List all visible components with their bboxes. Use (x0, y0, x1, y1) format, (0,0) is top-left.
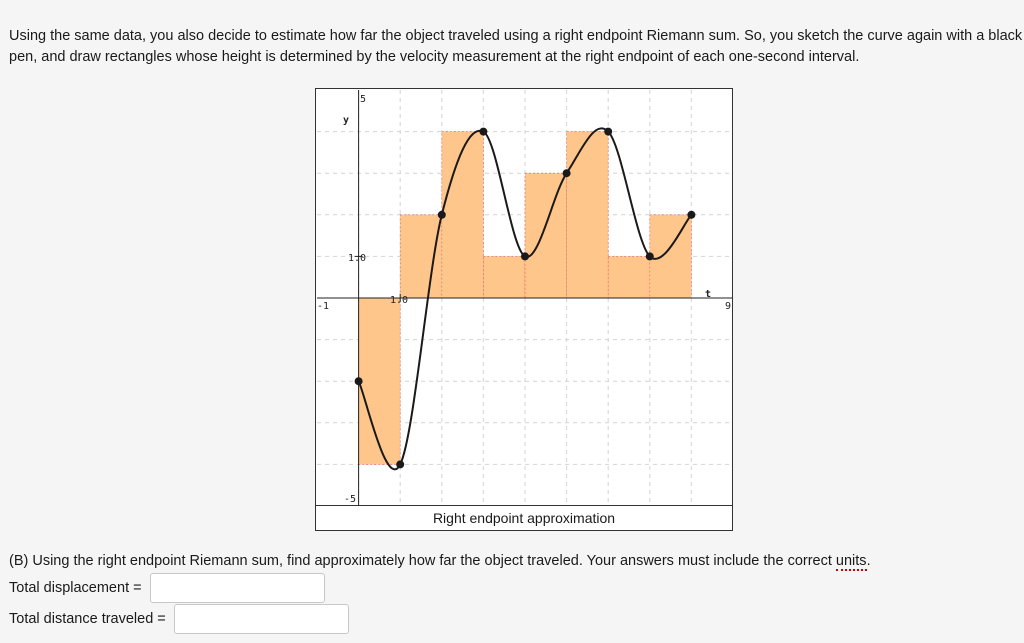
riemann-sum-graph (317, 90, 733, 506)
units-help-link[interactable]: units (835, 553, 867, 569)
riemann-rectangle-1 (359, 298, 401, 464)
distance-row (9, 604, 349, 634)
y-axis-label: y (343, 115, 350, 126)
displacement-row (9, 573, 325, 603)
distance-input[interactable] (174, 604, 349, 634)
measurement-point-7 (604, 128, 612, 136)
x-axis-label: t (705, 289, 712, 300)
x-min-tick-label: -1 (317, 301, 330, 312)
riemann-figure (315, 88, 733, 531)
measurement-point-3 (438, 211, 446, 219)
displacement-input[interactable] (150, 573, 325, 603)
y-max-tick-label: 5 (360, 94, 367, 105)
riemann-rectangle-7 (608, 256, 650, 298)
measurement-point-8 (646, 252, 654, 260)
measurement-point-6 (563, 169, 571, 177)
riemann-rectangle-6 (567, 132, 609, 298)
riemann-rectangle-8 (650, 215, 692, 298)
distance-label: Total distance traveled = (9, 611, 166, 627)
riemann-rectangle-5 (525, 173, 567, 298)
x-max-tick-label: 9 (725, 301, 732, 312)
figure-caption: Right endpoint approximation (315, 506, 733, 531)
measurement-point-9 (687, 211, 695, 219)
riemann-rectangle-4 (483, 256, 525, 298)
graph-frame (315, 88, 733, 506)
question-b (9, 553, 871, 569)
riemann-rectangle-2 (400, 215, 442, 298)
measurement-point-1 (355, 377, 363, 385)
measurement-point-2 (396, 460, 404, 468)
x-unit-tick-label: 1.0 (390, 295, 409, 306)
riemann-rectangle-3 (442, 132, 484, 298)
question-suffix: . (866, 553, 871, 569)
y-min-tick-label: -5 (344, 494, 357, 505)
question-text: (B) Using the right endpoint Riemann sum, find approximately how far the object traveled. Your answers must include the correct (9, 553, 836, 569)
intro-paragraph: Using the same data, you also decide to estimate how far the object traveled using a right endpoint Riemann sum. So, you sketch the curve again with a black pen, and draw rectangles whose height is determined by the velocity measurement at the right endpoint of each one-second interval. (9, 28, 1023, 65)
measurement-point-4 (479, 128, 487, 136)
measurement-point-5 (521, 252, 529, 260)
displacement-label: Total displacement = (9, 580, 142, 596)
y-unit-tick-label: 1.0 (348, 253, 367, 264)
